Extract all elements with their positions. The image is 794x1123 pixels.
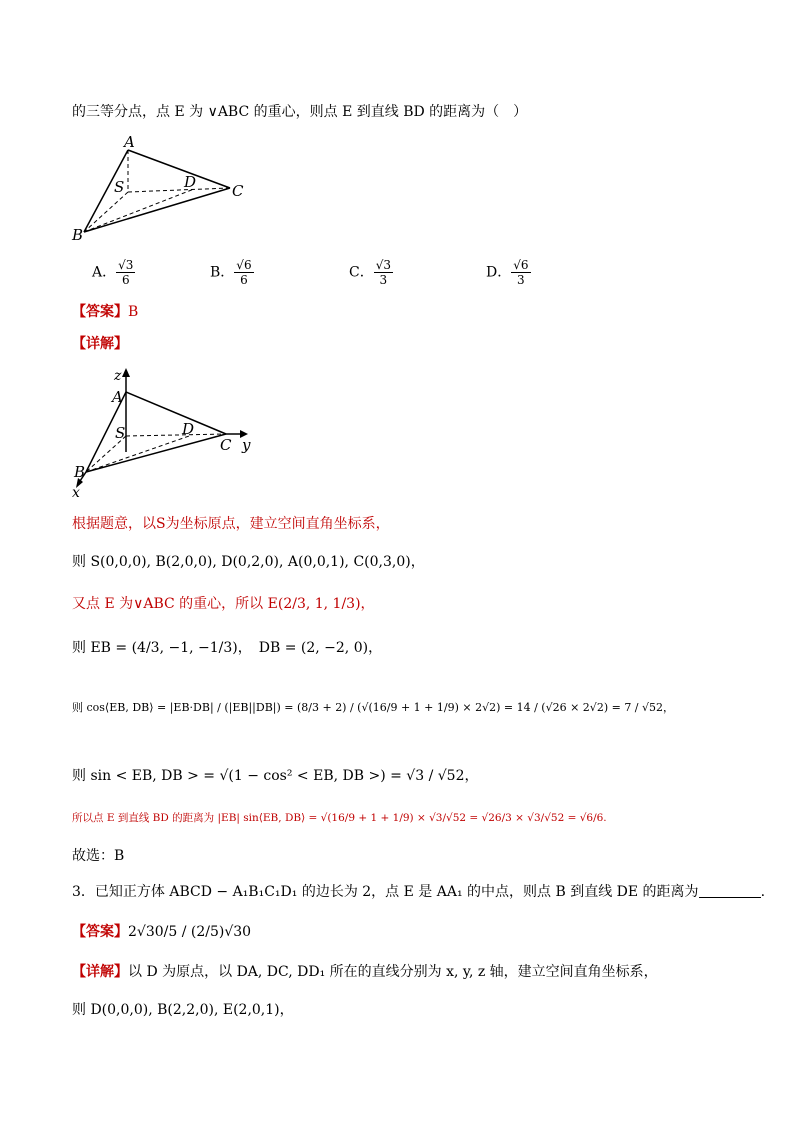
option-a: A． $\frac{√3}{6}$ xyxy=(92,258,134,287)
q3-answer: 【答案】2√30/5 / (2/5)√30 xyxy=(72,924,252,940)
solution-line-2: 则 S(0,0,0), B(2,0,0), D(0,2,0), A(0,0,1), C(0,3,0)， xyxy=(72,554,425,570)
option-d: D． $\frac{√6}{3}$ xyxy=(486,258,529,287)
fig2-label-c: C xyxy=(220,436,232,454)
fig1-label-d: D xyxy=(184,173,197,191)
solution-line-6: 则 sin < EB, DB > = √(1 − cos² < EB, DB >) = √3 / √52， xyxy=(72,768,479,784)
q3-stem: 3．已知正方体 ABCD − A₁B₁C₁D₁ 的边长为 2，点 E 是 AA₁ 的中点，则点 B 到直线 DE 的距离为 . xyxy=(72,884,766,900)
q2-detail-tag: 【详解】 xyxy=(72,336,128,352)
solution-line-5: 则 cos⟨EB, DB⟩ = |EB·DB| / (|EB||DB|) = (8/3 + 2) / (√(16/9 + 1 + 1/9) × 2√2) = 14 / (√26 × 2√2) = 7 / √52， xyxy=(72,701,675,714)
solution-line-7: 所以点 E 到直线 BD 的距离为 |EB| sin⟨EB, DB⟩ = √(16/9 + 1 + 1/9) × √3/√52 = √26/3 × √3/√52 = √6/6. xyxy=(72,812,607,824)
figure-coordinate-system xyxy=(70,364,270,500)
fig2-label-s: S xyxy=(115,424,126,442)
fig2-label-x: x xyxy=(72,485,80,500)
q3-detail-line-2: 则 D(0,0,0), B(2,2,0), E(2,0,1)， xyxy=(72,1002,294,1018)
fig2-label-b: B xyxy=(74,463,86,481)
q2-stem: 的三等分点，点 E 为 ∨ABC 的重心，则点 E 到直线 BD 的距离为（ ） xyxy=(72,104,528,120)
fig2-label-d: D xyxy=(182,420,195,438)
solution-line-3: 又点 E 为∨ABC 的重心，所以 E(2/3, 1, 1/3)， xyxy=(72,596,375,612)
fig2-label-y: y xyxy=(242,436,251,454)
answer-tag: 【答案】 xyxy=(72,304,128,320)
fig1-label-b: B xyxy=(72,226,84,244)
q3-detail: 【详解】以 D 为原点，以 DA, DC, DD₁ 所在的直线分别为 x, y, z 轴，建立空间直角坐标系， xyxy=(72,964,658,980)
solution-line-4: 则 EB = (4/3, −1, −1/3)， DB = (2, −2, 0)， xyxy=(72,640,383,656)
option-c: C． $\frac{√3}{3}$ xyxy=(349,258,391,287)
fig2-label-z: z xyxy=(114,368,122,384)
option-b: B． $\frac{√6}{6}$ xyxy=(210,258,252,287)
fig1-label-a: A xyxy=(124,133,135,151)
fig1-label-c: C xyxy=(232,182,244,200)
solution-conclusion: 故选：B xyxy=(72,848,125,864)
answer-value: B xyxy=(128,304,139,320)
q2-answer xyxy=(72,302,138,322)
fig1-label-s: S xyxy=(114,178,125,196)
figure-pyramid xyxy=(70,132,260,244)
fig2-label-a: A xyxy=(112,388,123,406)
answer-blank xyxy=(699,883,761,898)
solution-line-1: 根据题意，以S为坐标原点，建立空间直角坐标系， xyxy=(72,516,390,532)
